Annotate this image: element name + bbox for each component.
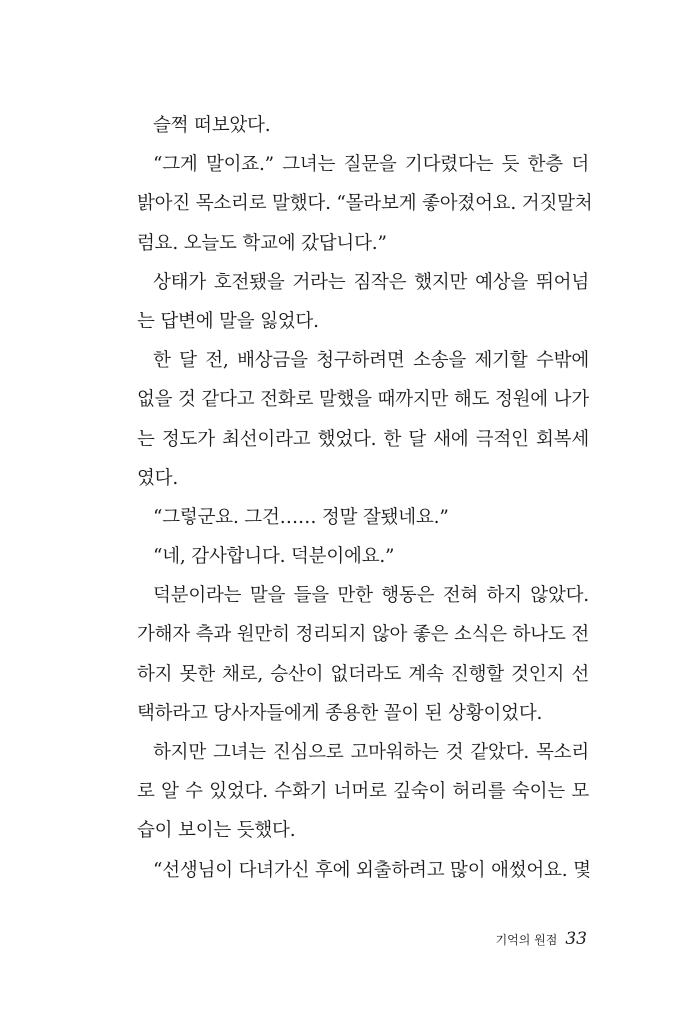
- text-line: “그게 말이죠.” 그녀는 질문을 기다렸다는 듯 한층 더: [153, 154, 589, 176]
- text-line: 는 답변에 말을 잃었다.: [137, 310, 319, 332]
- text-line: 상태가 호전됐을 거라는 짐작은 했지만 예상을 뛰어넘: [153, 271, 589, 293]
- text-line: 한 달 전, 배상금을 청구하려면 소송을 제기할 수밖에: [153, 350, 589, 372]
- text-line: 가해자 측과 원만히 정리되지 않아 좋은 소식은 하나도 전: [137, 624, 589, 646]
- text-line: 덕분이라는 말을 들을 만한 행동은 전혀 하지 않았다.: [153, 585, 589, 607]
- text-line: 하지만 그녀는 진심으로 고마워하는 것 같았다. 목소리: [153, 742, 589, 763]
- text-line: 택하라고 당사자들에게 종용한 꼴이 된 상황이었다.: [137, 702, 543, 724]
- text-line: 럼요. 오늘도 학교에 갔답니다.”: [137, 232, 387, 254]
- text-line: 없을 것 같다고 전화로 말했을 때까지만 해도 정원에 나가: [137, 389, 589, 411]
- text-line: “선생님이 다녀가신 후에 외출하려고 많이 애썼어요. 몇: [153, 859, 591, 881]
- text-line: 였다.: [137, 467, 179, 489]
- text-line: “네, 감사합니다. 덕분이에요.”: [153, 546, 395, 568]
- running-title: 기억의 원점: [495, 933, 558, 947]
- text-line: 는 정도가 최선이라고 했었다. 한 달 새에 극적인 회복세: [137, 428, 589, 450]
- page-footer: [496, 927, 587, 952]
- text-line: 밝아진 목소리로 말했다. “몰라보게 좋아졌어요. 거짓말처: [137, 193, 593, 215]
- text-line: “그렇군요. 그건…… 정말 잘됐네요.”: [153, 506, 449, 528]
- page-number: 33: [565, 929, 587, 949]
- text-line: 습이 보이는 듯했다.: [137, 820, 296, 842]
- text-line: 로 알 수 있었다. 수화기 너머로 깊숙이 허리를 숙이는 모: [137, 781, 589, 803]
- text-line: 슬쩍 떠보았다.: [153, 115, 271, 136]
- body-text: [137, 106, 593, 890]
- text-line: 하지 못한 채로, 승산이 없더라도 계속 진행할 것인지 선: [137, 663, 589, 685]
